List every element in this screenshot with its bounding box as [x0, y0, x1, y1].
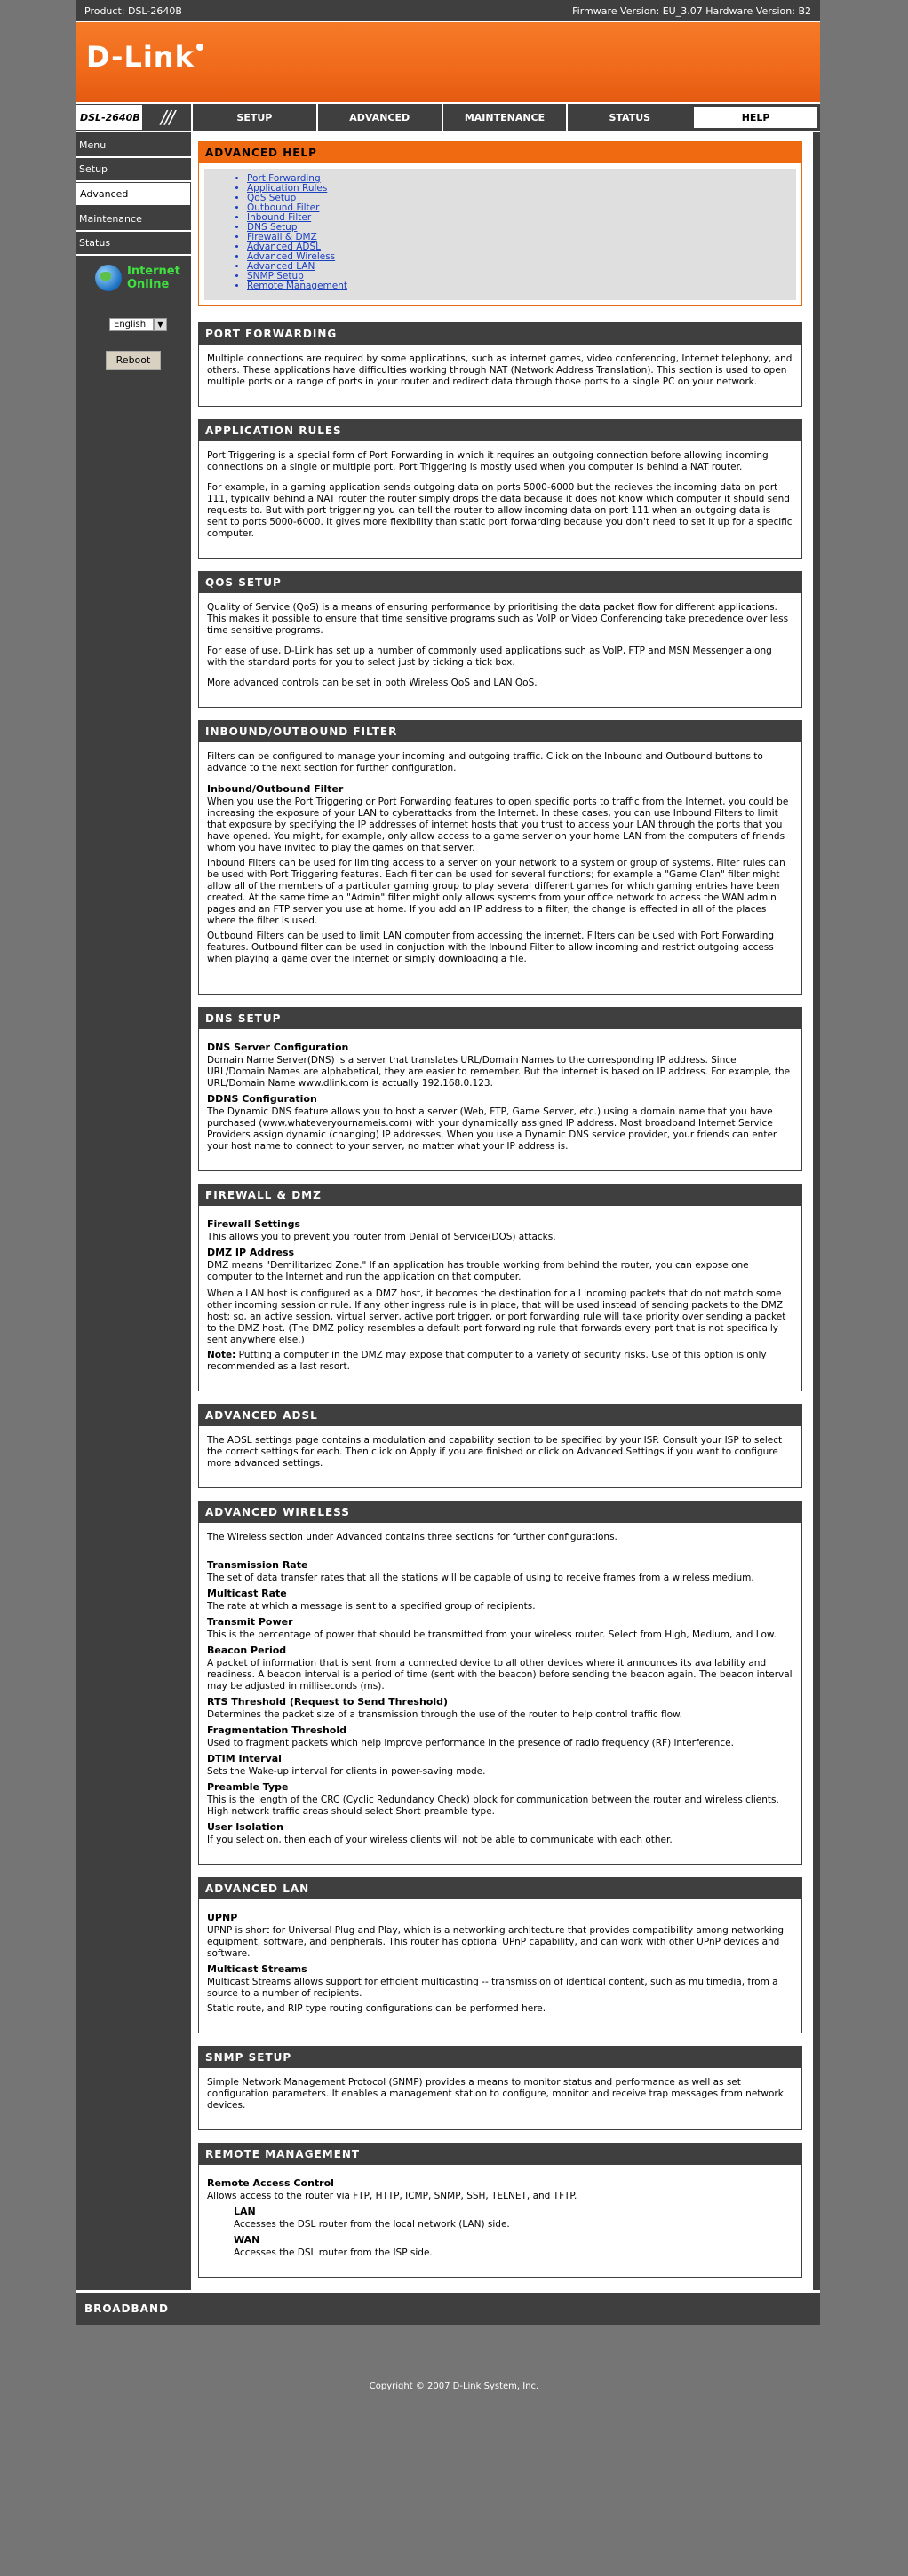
section-text: UPNP is short for Universal Plug and Play, which is a networking architecture that provides compatibility among networking equipment, software, and peripherals. This router has optional UPnP capability, and can work with other UPnP devices and software.: [207, 1925, 785, 1959]
page-frame: [76, 0, 820, 2325]
subsection-heading: RTS Threshold (Request to Send Threshold): [207, 1696, 449, 1708]
tab-status[interactable]: STATUS: [566, 104, 691, 131]
footer-bar: BROADBAND: [76, 2290, 820, 2325]
help-link-dns-setup[interactable]: • DNS Setup: [247, 223, 789, 233]
section-title: APPLICATION RULES: [199, 420, 801, 443]
subsection-heading: DDNS Configuration: [207, 1093, 317, 1105]
tab-setup[interactable]: SETUP: [191, 104, 316, 131]
section-text: Used to fragment packets which help improve performance in the presence of radio frequency (RF) interference.: [207, 1738, 734, 1748]
section-advanced-wireless: [198, 1501, 802, 1865]
subsection-heading: Inbound/Outbound Filter: [207, 783, 344, 795]
section-text: Outbound Filters can be used to limit LAN computer from accessing the internet. Filters can be used with Port Forwarding features. Outbound filter can be used in conjuction with the Inbound Filter to allow incoming and restrict outgoing access when playing a game over the internet or simply downloading a file.: [207, 931, 775, 964]
subsection-heading: Multicast Rate: [207, 1588, 287, 1599]
header-banner: [76, 22, 820, 102]
section-title: SNMP SETUP: [199, 2047, 801, 2070]
sidebar: [76, 132, 191, 2290]
section-text: Quality of Service (QoS) is a means of ensuring performance by prioritising the data packet flow for different applications. This makes it possible to ensure that time sensitive programs such as VoIP or Video Conferencing take precedence over less time sensitive programs.: [207, 602, 789, 636]
section-text: This is the percentage of power that should be transmitted from your wireless router. Select from High, Medium, and Low.: [207, 1629, 777, 1640]
help-link-inbound-filter[interactable]: • Inbound Filter: [247, 213, 789, 223]
section-text: Allows access to the router via FTP, HTTP, ICMP, SNMP, SSH, TELNET, and TFTP.: [207, 2191, 577, 2201]
section-title: ADVANCED LAN: [199, 1878, 801, 1901]
section-text: The Wireless section under Advanced contains three sections for further configurations.: [207, 1532, 617, 1542]
online-label: Online: [127, 278, 170, 291]
section-text: The set of data transfer rates that all the stations will be capable of using to receive frames from a wireless medium.: [207, 1573, 754, 1583]
note-body: Putting a computer in the DMZ may expose that computer to a variety of security risks. Use of this option is only recommended as a last resort.: [207, 1350, 767, 1372]
sidebar-item-menu[interactable]: Menu: [76, 134, 191, 158]
chevron-down-icon[interactable]: ▼: [154, 318, 167, 331]
section-text: If you select on, then each of your wireless clients will not be able to communicate with each other.: [207, 1835, 673, 1845]
advanced-help-box: [198, 141, 802, 306]
language-value[interactable]: English: [109, 318, 154, 331]
section-text: When you use the Port Triggering or Port Forwarding features to open specific ports to traffic from the Internet, you could be increasing the exposure of your LAN to cyberattacks from the Internet. In these cases, you can use Inbound Filters to limit that exposure by specifying the IP addresses of internet hosts that you trust to access your LAN through the ports that you have opened. You might, for example, only allow access to a game server on your home LAN from the computers of friends whom you have invited to play the games on that server.: [207, 797, 789, 853]
subsection-heading: WAN: [234, 2234, 260, 2246]
section-text: When a LAN host is configured as a DMZ host, it becomes the destination for all incoming packets that do not match some other incoming session or rule. If any other ingress rule is in place, that will be used instead of sending packets to the DMZ host; so, an active session, virtual server, active port trigger, or port forwarding rule will take priority over sending a packet to the DMZ host. (The DMZ policy resembles a default port forwarding rule that forwards every port that is not specifically sent anywhere else.): [207, 1288, 786, 1345]
section-advanced-lan: [198, 1877, 802, 2033]
model-label: DSL-2640B: [76, 104, 143, 131]
sidebar-item-advanced[interactable]: Advanced: [76, 182, 191, 206]
advanced-help-title: ADVANCED HELP: [199, 142, 801, 163]
tab-help[interactable]: HELP: [693, 106, 818, 129]
section-title: DNS SETUP: [199, 1008, 801, 1031]
section-port-forwarding: [198, 322, 802, 407]
section-text: DMZ means "Demilitarized Zone." If an application has trouble working from behind the router, you can expose one computer to the Internet and run the application on that computer.: [207, 1260, 749, 1282]
section-text: Inbound Filters can be used for limiting access to a server on your network to a system or group of systems. Filter rules can be used with Port Triggering features. Each filter can be used for several functions; for example a "Game Clan" filter might allow all of the members of a particular gaming group to play several different games for which gaming entries have been created. At the same time an "Admin" filter might only allows systems from your office network to access the WAN admin pages and an FTP server you use at home. If you add an IP address to a filter, the change is effected in all of the places where the filter is used.: [207, 858, 785, 926]
tab-advanced[interactable]: ADVANCED: [316, 104, 442, 131]
sidebar-item-setup[interactable]: Setup: [76, 158, 191, 182]
section-text: Port Triggering is a special form of Port Forwarding in which it requires an outgoing connection before allowing incoming connections on a single or multiple port. Port Triggering is mostly used when you computer is behind a NAT router.: [207, 450, 769, 472]
help-link-port-forwarding[interactable]: • Port Forwarding: [247, 174, 789, 184]
subsection-heading: DNS Server Configuration: [207, 1042, 349, 1053]
subsection-heading: Transmission Rate: [207, 1559, 308, 1571]
section-title: ADVANCED ADSL: [199, 1405, 801, 1428]
section-text: For example, in a gaming application sends outgoing data on ports 5000-6000 but the recieves the incoming data on port 111, typically behind a NAT router the router simply drops the data because it does not know which computer it should send requests to. But with port triggering you can tell the router to allow incoming data on port 111 when an outgoing data is sent to ports 5000-6000. It gives more flexibility than static port forwarding because you don't need to set it up for a specific computer.: [207, 482, 793, 539]
sidebar-item-maintenance[interactable]: Maintenance: [76, 208, 191, 232]
internet-label: Internet: [127, 265, 180, 278]
globe-icon: [95, 265, 122, 291]
help-link-advanced-lan[interactable]: • Advanced LAN: [247, 262, 789, 272]
section-text: Filters can be configured to manage your incoming and outgoing traffic. Click on the Inbound and Outbound buttons to advance to the next section for further configuration.: [207, 751, 763, 773]
help-link-firewall-dmz[interactable]: • Firewall & DMZ: [247, 233, 789, 242]
product-label: Product: DSL-2640B: [84, 4, 182, 17]
section-title: PORT FORWARDING: [199, 323, 801, 346]
subsection-heading: Firewall Settings: [207, 1218, 301, 1230]
reboot-button[interactable]: Reboot: [106, 351, 161, 370]
section-text: This is the length of the CRC (Cyclic Redundancy Check) block for communication between the router and wireless clients. High network traffic areas should select Short preamble type.: [207, 1795, 779, 1817]
subsection-heading: UPNP: [207, 1912, 238, 1923]
section-text: More advanced controls can be set in both Wireless QoS and LAN QoS.: [207, 678, 538, 688]
section-text: Accesses the DSL router from the local network (LAN) side.: [234, 2219, 510, 2230]
section-text: Static route, and RIP type routing configurations can be performed here.: [207, 2003, 546, 2014]
copyright-text: Copyright © 2007 D-Link System, Inc.: [369, 2382, 539, 2391]
section-qos-setup: [198, 571, 802, 708]
help-link-advanced-wireless[interactable]: • Advanced Wireless: [247, 252, 789, 262]
help-link-qos-setup[interactable]: • QoS Setup: [247, 194, 789, 203]
section-text: Accesses the DSL router from the ISP side.: [234, 2247, 433, 2258]
subsection-heading: LAN: [234, 2206, 256, 2217]
section-title: INBOUND/OUTBOUND FILTER: [199, 721, 801, 744]
subsection-heading: DTIM Interval: [207, 1753, 282, 1764]
main-nav: [76, 102, 820, 132]
section-inbound-outbound-filter: [198, 720, 802, 995]
section-text: Simple Network Management Protocol (SNMP) provides a means to monitor status and performance as well as set configuration parameters. It enables a management station to configure, monitor and receive trap messages from network devices.: [207, 2077, 784, 2111]
subsection-heading: DMZ IP Address: [207, 1247, 295, 1258]
help-link-outbound-filter[interactable]: • Outbound Filter: [247, 203, 789, 213]
section-text: Determines the packet size of a transmission through the use of the router to help control traffic flow.: [207, 1709, 683, 1720]
dlink-logo: D-Link: [86, 40, 203, 74]
top-info-bar: [76, 0, 820, 22]
section-title: QOS SETUP: [199, 572, 801, 595]
subsection-heading: Beacon Period: [207, 1645, 287, 1656]
section-text: This allows you to prevent you router from Denial of Service(DOS) attacks.: [207, 1232, 556, 1242]
section-text: Multiple connections are required by some applications, such as internet games, video conferencing, Internet telephony, and others. These applications have difficulties working through NAT (Network Address Translation). This section is used to open multiple ports or a range of ports in your router and redirect data through those ports to a single PC on your network.: [207, 353, 793, 387]
section-text: The ADSL settings page contains a modulation and capability section to be specified by your ISP. Consult your ISP to select the correct settings for each. Then click on Apply if you are finished or click on Advanced Settings if you want to configure more advanced settings.: [207, 1435, 783, 1469]
section-text: The Dynamic DNS feature allows you to host a server (Web, FTP, Game Server, etc.) using a domain name that you have purchased (www.whateveryournameis.com) with your dynamically assigned IP address. Most broadband Internet Service Providers assign dynamic (changing) IP addresses. When you use a Dynamic DNS service provider, your friends can enter your host name to connect to your server, no matter what your IP address is.: [207, 1106, 777, 1152]
language-select[interactable]: [109, 318, 191, 331]
help-link-advanced-adsl[interactable]: • Advanced ADSL: [247, 242, 789, 252]
section-text: Multicast Streams allows support for efficient multicasting -- transmission of identical content, such as multimedia, from a source to a number of recipients.: [207, 1977, 778, 1999]
section-snmp-setup: [198, 2046, 802, 2130]
subsection-heading: Fragmentation Threshold: [207, 1724, 347, 1736]
tab-maintenance[interactable]: MAINTENANCE: [442, 104, 567, 131]
note-label: Note:: [207, 1350, 236, 1360]
sidebar-item-status[interactable]: Status: [76, 232, 191, 256]
help-link-application-rules[interactable]: • Application Rules: [247, 184, 789, 194]
help-content: [191, 132, 820, 2290]
subsection-heading: Preamble Type: [207, 1781, 289, 1793]
help-link-list: [211, 174, 789, 291]
section-title: FIREWALL & DMZ: [199, 1185, 801, 1208]
slash-decoration: ///: [143, 104, 191, 131]
section-text: A packet of information that is sent from a connected device to all other devices where it announces its availability and readiness. A beacon interval is a period of time (sent with the beacon) before sending the beacon again. The beacon interval may be adjusted in milliseconds (ms).: [207, 1658, 793, 1692]
subsection-heading: User Isolation: [207, 1821, 284, 1833]
subsection-heading: Remote Access Control: [207, 2177, 334, 2189]
section-dns-setup: [198, 1007, 802, 1171]
section-advanced-adsl: [198, 1404, 802, 1488]
section-text: Domain Name Server(DNS) is a server that translates URL/Domain Names to the corresponding IP address. Since URL/Domain Names are alphabetical, they are easier to remember. But the internet is based on IP address. For example, the URL/Domain Name www.dlink.com is actually 192.168.0.123.: [207, 1055, 791, 1089]
subsection-heading: Multicast Streams: [207, 1963, 307, 1975]
section-title: ADVANCED WIRELESS: [199, 1502, 801, 1525]
section-firewall-dmz: [198, 1184, 802, 1391]
section-application-rules: [198, 419, 802, 559]
section-text: Sets the Wake-up interval for clients in power-saving mode.: [207, 1766, 486, 1777]
section-remote-management: [198, 2143, 802, 2278]
subsection-heading: Transmit Power: [207, 1616, 293, 1628]
section-text: For ease of use, D-Link has set up a number of commonly used applications such as VoIP, FTP and MSN Messenger along with the standard ports for you to select just by ticking a tick box.: [207, 646, 772, 668]
help-link-remote-management[interactable]: • Remote Management: [247, 281, 789, 291]
section-text: The rate at which a message is sent to a specified group of recipients.: [207, 1601, 536, 1612]
firmware-label: Firmware Version: EU_3.07 Hardware Version: B2: [572, 4, 811, 17]
internet-status: [76, 256, 191, 291]
note-text: [207, 1350, 793, 1373]
help-link-snmp-setup[interactable]: • SNMP Setup: [247, 272, 789, 281]
section-title: REMOTE MANAGEMENT: [199, 2144, 801, 2167]
